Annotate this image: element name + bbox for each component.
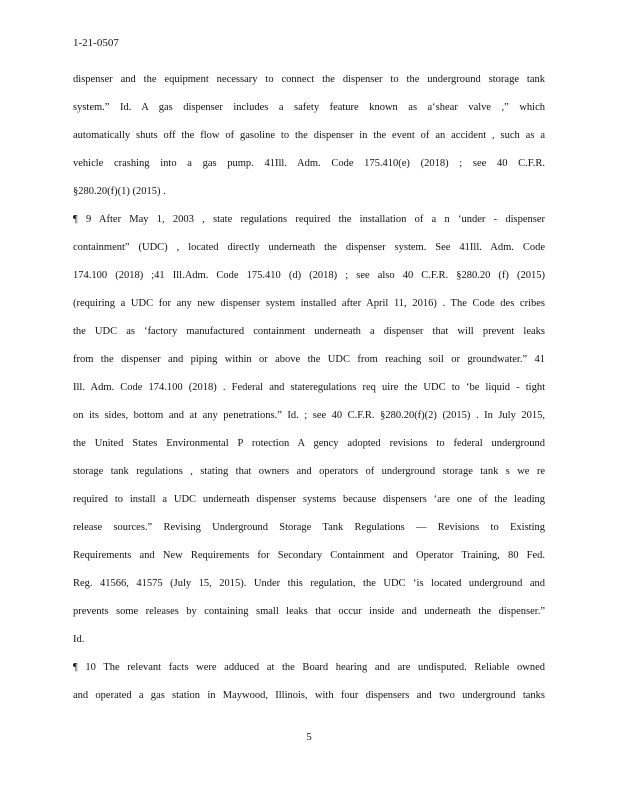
text-line: the United States Environmental P rotection A gency adopted revisions to federal underground [73,438,545,449]
text-line: dispenser and the equipment necessary to connect the dispenser to the underground storage tank [73,74,545,85]
document-body [73,70,545,714]
paragraph-10-start: ¶ 10 The relevant facts were adduced at the Board hearing and are undisputed. Reliable owned [73,662,545,673]
text-line: Requirements and New Requirements for Secondary Containment and Operator Training, 80 Fed. [73,550,545,561]
text-line: §280.20(f)(1) (2015) . [73,186,166,197]
paragraph-9-start: ¶ 9 After May 1, 2003 , state regulations required the installation of a n ‘under - dispenser [73,214,545,225]
docket-number: 1-21-0507 [73,37,119,49]
text-line: Id. [73,634,85,645]
text-line: release sources.” Revising Underground Storage Tank Regulations — Revisions to Existing [73,522,545,533]
text-line: Ill. Adm. Code 174.100 (2018) . Federal and stateregulations req uire the UDC to ‘be liquid - tight [73,382,545,393]
text-line: and operated a gas station in Maywood, Illinois, with four dispensers and two underground tanks [73,690,545,701]
text-line: (requiring a UDC for any new dispenser system installed after April 11, 2016) . The Code des cribes [73,298,545,309]
text-line: storage tank regulations , stating that owners and operators of underground storage tank s we re [73,466,545,477]
text-line: Reg. 41566, 41575 (July 15, 2015). Under this regulation, the UDC ‘is located underground and [73,578,545,589]
text-line: the UDC as ‘factory manufactured containment underneath a dispenser that will prevent leaks [73,326,545,337]
text-line: prevents some releases by containing small leaks that occur inside and underneath the dispenser.” [73,606,545,617]
text-line: containment” (UDC) , located directly underneath the dispenser system. See 41Ill. Adm. Code [73,242,545,253]
text-line: automatically shuts off the flow of gasoline to the dispenser in the event of an accident , such as a [73,130,545,141]
text-line: from the dispenser and piping within or above the UDC from reaching soil or groundwater.” 41 [73,354,545,365]
text-line: 174.100 (2018) ;41 Ill.Adm. Code 175.410 (d) (2018) ; see also 40 C.F.R. §280.20 (f) (2015) [73,270,545,281]
text-line: system.” Id. A gas dispenser includes a safety feature known as a‘shear valve ,” which [73,102,545,113]
text-line: on its sides, bottom and at any penetrations.” Id. ; see 40 C.F.R. §280.20(f)(2) (2015) . In July 2015, [73,410,545,421]
page-number: 5 [306,731,312,743]
text-line: required to install a UDC underneath dispenser systems because dispensers ‘are one of the leading [73,494,545,505]
text-line: vehicle crashing into a gas pump. 41Ill. Adm. Code 175.410(e) (2018) ; see 40 C.F.R. [73,158,545,169]
